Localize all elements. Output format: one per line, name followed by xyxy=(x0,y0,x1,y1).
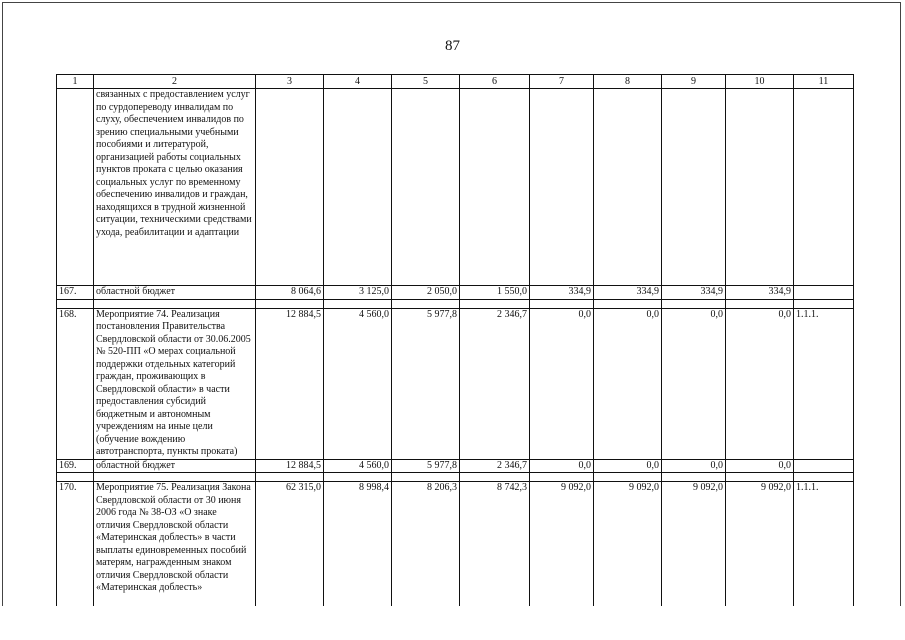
goal-cell xyxy=(794,459,854,473)
value-cell: 9 092,0 xyxy=(726,482,794,607)
continuation-text: связанных с предоставлением услуг по сурдопереводу инвалидам по слуху, обеспечением инвалидов по зрению специальными учебными пособиями и литературой, организацией работы социальных пунктов проката с целью оказания социальных услуг по временному обеспечению инвалидов и граждан, находящихся в трудной жизненной ситуации, техническими средствами ухода, реабилитации и адаптации xyxy=(94,89,256,286)
value-cell: 12 884,5 xyxy=(256,308,324,459)
budget-table xyxy=(56,74,854,607)
table-row xyxy=(57,482,854,607)
value-cell: 5 977,8 xyxy=(392,308,460,459)
value-cell: 8 206,3 xyxy=(392,482,460,607)
value-cell: 334,9 xyxy=(726,286,794,300)
value-cell: 1 550,0 xyxy=(460,286,530,300)
spacer-row xyxy=(57,299,854,308)
value-cell: 0,0 xyxy=(662,459,726,473)
row-number: 170. xyxy=(57,482,94,607)
value-cell: 0,0 xyxy=(662,308,726,459)
value-cell: 0,0 xyxy=(530,459,594,473)
column-header: 9 xyxy=(662,75,726,89)
value-cell: 5 977,8 xyxy=(392,459,460,473)
goal-cell xyxy=(794,286,854,300)
row-number: 167. xyxy=(57,286,94,300)
column-header: 10 xyxy=(726,75,794,89)
value-cell: 0,0 xyxy=(726,308,794,459)
table-row xyxy=(57,459,854,473)
table-row xyxy=(57,286,854,300)
table-row-continuation xyxy=(57,89,854,286)
page-number: 87 xyxy=(445,38,460,54)
row-number: 168. xyxy=(57,308,94,459)
page-bottom-edge xyxy=(0,606,905,640)
column-header: 7 xyxy=(530,75,594,89)
row-name: областной бюджет xyxy=(94,459,256,473)
table-header-row xyxy=(57,75,854,89)
value-cell: 9 092,0 xyxy=(530,482,594,607)
column-header: 6 xyxy=(460,75,530,89)
value-cell: 334,9 xyxy=(594,286,662,300)
value-cell: 4 560,0 xyxy=(324,459,392,473)
row-number: 169. xyxy=(57,459,94,473)
row-name: областной бюджет xyxy=(94,286,256,300)
value-cell: 9 092,0 xyxy=(594,482,662,607)
column-header: 3 xyxy=(256,75,324,89)
value-cell: 334,9 xyxy=(530,286,594,300)
goal-cell: 1.1.1. xyxy=(794,308,854,459)
value-cell: 8 064,6 xyxy=(256,286,324,300)
goal-cell: 1.1.1. xyxy=(794,482,854,607)
value-cell: 334,9 xyxy=(662,286,726,300)
row-name: Мероприятие 74. Реализация постановления Правительства Свердловской области от 30.06.2005 № 520-ПП «О мерах социальной поддержки отдельных категорий граждан, проживающих в Свердловской области» в части предоставления субсидий бюджетным и автономным учреждениям на иные цели (обучение вождению автотранспорта, пункты проката) xyxy=(94,308,256,459)
value-cell: 4 560,0 xyxy=(324,308,392,459)
column-header: 1 xyxy=(57,75,94,89)
value-cell: 8 998,4 xyxy=(324,482,392,607)
spacer-row xyxy=(57,473,854,482)
column-header: 2 xyxy=(94,75,256,89)
table-row xyxy=(57,308,854,459)
value-cell: 9 092,0 xyxy=(662,482,726,607)
column-header: 4 xyxy=(324,75,392,89)
row-number-cell xyxy=(57,89,94,286)
value-cell: 2 050,0 xyxy=(392,286,460,300)
value-cell: 2 346,7 xyxy=(460,459,530,473)
value-cell: 0,0 xyxy=(530,308,594,459)
value-cell: 3 125,0 xyxy=(324,286,392,300)
column-header: 11 xyxy=(794,75,854,89)
column-header: 8 xyxy=(594,75,662,89)
value-cell: 0,0 xyxy=(594,308,662,459)
value-cell: 2 346,7 xyxy=(460,308,530,459)
value-cell: 12 884,5 xyxy=(256,459,324,473)
row-name: Мероприятие 75. Реализация Закона Свердловской области от 30 июня 2006 года № 38-ОЗ «О знаке отличия Свердловской области «Материнская доблесть» в части выплаты единовременных пособий матерям, награжденным знаком отличия Свердловской области «Материнская доблесть» xyxy=(94,482,256,607)
value-cell: 0,0 xyxy=(594,459,662,473)
value-cell: 8 742,3 xyxy=(460,482,530,607)
value-cell: 62 315,0 xyxy=(256,482,324,607)
column-header: 5 xyxy=(392,75,460,89)
value-cell: 0,0 xyxy=(726,459,794,473)
